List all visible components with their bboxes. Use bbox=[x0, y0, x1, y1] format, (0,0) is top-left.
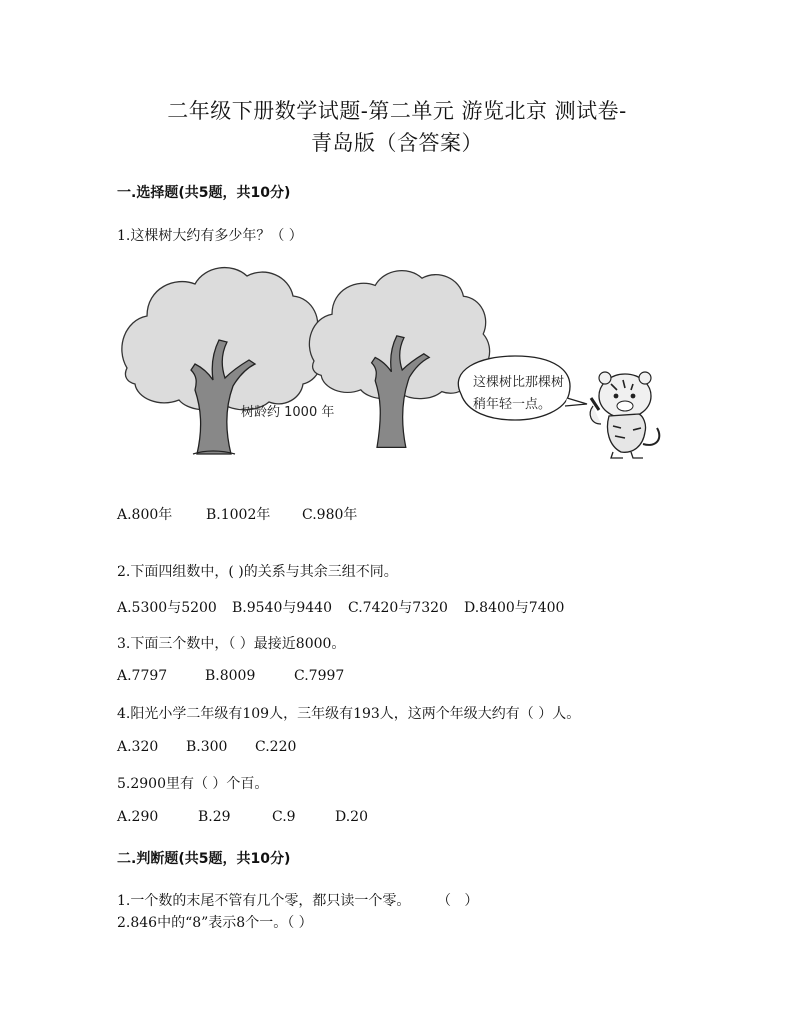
question-3-options bbox=[117, 668, 344, 684]
question-4: 4.阳光小学二年级有109人，三年级有193人，这两个年级大约有（ ）人。 bbox=[117, 706, 581, 722]
option-b[interactable]: B.8009 bbox=[205, 668, 256, 684]
left-tree bbox=[122, 268, 334, 454]
page-title-line1: 二年级下册数学试题-第二单元 游览北京 测试卷- bbox=[167, 99, 627, 123]
question-3: 3.下面三个数中，（ ）最接近8000。 bbox=[117, 636, 346, 652]
option-a[interactable]: A.5300与5200 bbox=[117, 600, 217, 616]
question-5-options bbox=[117, 809, 368, 825]
option-a[interactable]: A.320 bbox=[117, 739, 159, 755]
option-c[interactable]: C.7420与7320 bbox=[348, 600, 448, 616]
tree-age-label: 树龄约 1000 年 bbox=[241, 405, 335, 420]
option-d[interactable]: D.20 bbox=[335, 809, 368, 825]
question-4-options bbox=[117, 739, 296, 755]
speech-line-1: 这棵树比那棵树 bbox=[473, 375, 565, 390]
option-c[interactable]: C.220 bbox=[255, 739, 297, 755]
question-1-illustration bbox=[117, 258, 677, 463]
judge-question-2: 2.846中的“8”表示8个一。（ ） bbox=[117, 915, 313, 931]
section2-heading: 二.判断题(共5题，共10分) bbox=[117, 851, 291, 867]
trees-illustration bbox=[117, 258, 677, 463]
speech-line-2: 稍年轻一点。 bbox=[473, 397, 552, 412]
option-b[interactable]: B.1002年 bbox=[206, 507, 271, 523]
question-1-options bbox=[117, 504, 357, 524]
option-b[interactable]: B.9540与9440 bbox=[232, 600, 332, 616]
question-5: 5.2900里有（ ）个百。 bbox=[117, 776, 269, 792]
option-a[interactable]: A.7797 bbox=[117, 668, 168, 684]
judge-question-1: 1.一个数的末尾不管有几个零，都只读一个零。 （ ） bbox=[117, 893, 479, 909]
page-title-line2: 青岛版（含答案） bbox=[311, 131, 483, 155]
question-2-options bbox=[117, 597, 564, 617]
option-c[interactable]: C.9 bbox=[272, 809, 296, 825]
question-2: 2.下面四组数中，( )的关系与其余三组不同。 bbox=[117, 564, 398, 580]
section1-heading: 一.选择题(共5题，共10分) bbox=[117, 185, 291, 201]
option-d[interactable]: D.8400与7400 bbox=[464, 600, 565, 616]
question-1: 1.这棵树大约有多少年？（ ） bbox=[117, 228, 303, 244]
option-b[interactable]: B.29 bbox=[198, 809, 231, 825]
option-b[interactable]: B.300 bbox=[186, 739, 228, 755]
option-c[interactable]: C.7997 bbox=[294, 668, 345, 684]
right-tree bbox=[309, 271, 489, 448]
option-c[interactable]: C.980年 bbox=[302, 507, 358, 523]
option-a[interactable]: A.800年 bbox=[117, 507, 173, 523]
tiger-character-icon bbox=[590, 372, 659, 458]
option-a[interactable]: A.290 bbox=[117, 809, 159, 825]
